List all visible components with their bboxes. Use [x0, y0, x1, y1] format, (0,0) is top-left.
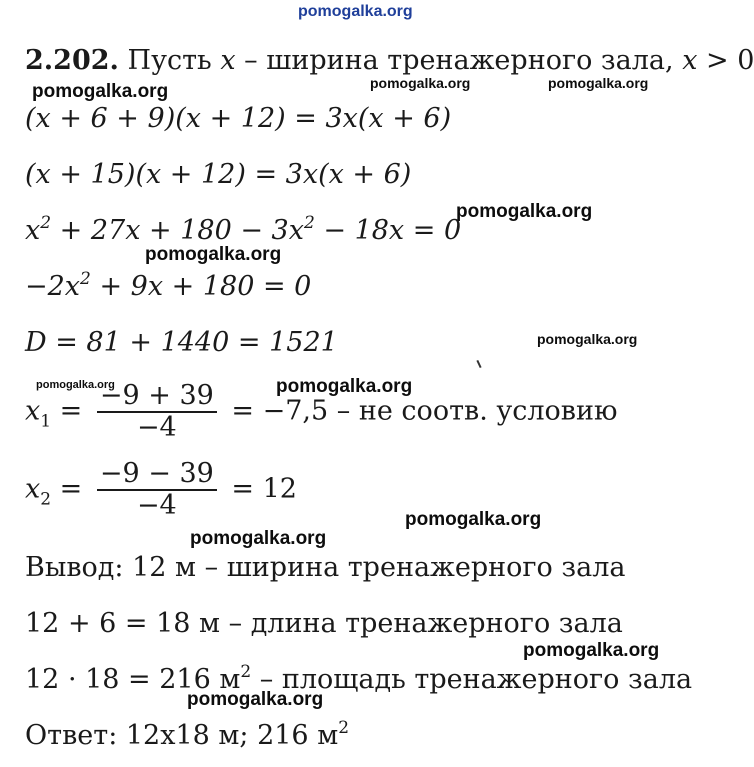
conclusion-length: 12 + 6 = 18 м – длина тренажерного зала — [25, 608, 623, 639]
x2-denominator: −4 — [136, 490, 177, 521]
eq3-part-c: − 18x = 0 — [314, 215, 462, 246]
eq3-power-1: 2 — [40, 213, 52, 233]
watermark: pomogalka.org — [523, 640, 660, 661]
equation-2: (x + 15)(x + 12) = 3x(x + 6) — [25, 159, 412, 190]
problem-definition: – ширина тренажерного зала, — [244, 45, 674, 76]
area-power: 2 — [240, 662, 252, 682]
equation-4 — [25, 271, 311, 303]
root-x1 — [25, 381, 618, 443]
watermark: pomogalka.org — [36, 379, 115, 391]
root-x2 — [25, 459, 297, 521]
answer-text: Ответ: 12х18 м; 216 м — [25, 720, 339, 751]
answer — [25, 720, 349, 752]
x1-variable: x — [25, 395, 41, 427]
watermark: pomogalka.org — [190, 528, 327, 549]
watermark-top: pomogalka.org — [298, 3, 413, 20]
discriminant: D = 81 + 1440 = 1521 — [25, 327, 338, 358]
watermark: pomogalka.org — [370, 75, 471, 91]
eq3-part-a: x — [25, 215, 41, 246]
watermark: pomogalka.org — [32, 81, 169, 102]
eq4-part-b: + 9x + 180 = 0 — [90, 271, 312, 302]
eq3-power-2: 2 — [303, 213, 315, 233]
x1-subscript: 1 — [40, 411, 52, 432]
watermark: pomogalka.org — [276, 376, 413, 397]
equation-1: (x + 6 + 9)(x + 12) = 3x(x + 6) — [25, 103, 452, 134]
watermark: pomogalka.org — [537, 331, 638, 347]
answer-power: 2 — [338, 718, 350, 738]
watermark: pomogalka.org — [187, 689, 324, 710]
eq4-power: 2 — [80, 269, 91, 289]
problem-variable: x — [220, 45, 236, 76]
x2-result: = 12 — [231, 473, 297, 505]
problem-number: 2.202. — [25, 45, 119, 76]
x1-numerator: −9 + 39 — [97, 381, 217, 413]
watermark: pomogalka.org — [145, 244, 282, 265]
x2-subscript: 2 — [40, 489, 52, 510]
problem-intro: Пусть — [127, 45, 212, 76]
watermark: pomogalka.org — [548, 75, 649, 91]
x2-fraction — [97, 459, 217, 521]
x1-equals: = — [59, 395, 83, 427]
conclusion-area — [25, 664, 692, 696]
condition-variable: x — [682, 45, 698, 76]
x1-note: – не соотв. условию — [336, 395, 618, 427]
eq3-part-b: + 27x + 180 − 3x — [51, 215, 304, 246]
x1-fraction — [97, 381, 217, 443]
conclusion-width: Вывод: 12 м – ширина тренажерного зала — [25, 552, 626, 583]
area-part-a: 12 · 18 = 216 м — [25, 664, 241, 695]
x2-numerator: −9 − 39 — [97, 459, 217, 491]
x2-variable: x — [25, 473, 41, 505]
equation-3 — [25, 215, 461, 247]
condition: > 0 — [706, 45, 754, 76]
stray-mark — [476, 360, 481, 368]
area-part-b: – площадь тренажерного зала — [251, 664, 693, 695]
eq4-part-a: −2x — [25, 271, 81, 302]
watermark: pomogalka.org — [405, 509, 542, 530]
x1-denominator: −4 — [136, 412, 177, 443]
x2-equals: = — [59, 473, 83, 505]
x1-result: = −7,5 — [231, 395, 329, 427]
watermark: pomogalka.org — [456, 201, 593, 222]
problem-statement — [25, 45, 754, 77]
